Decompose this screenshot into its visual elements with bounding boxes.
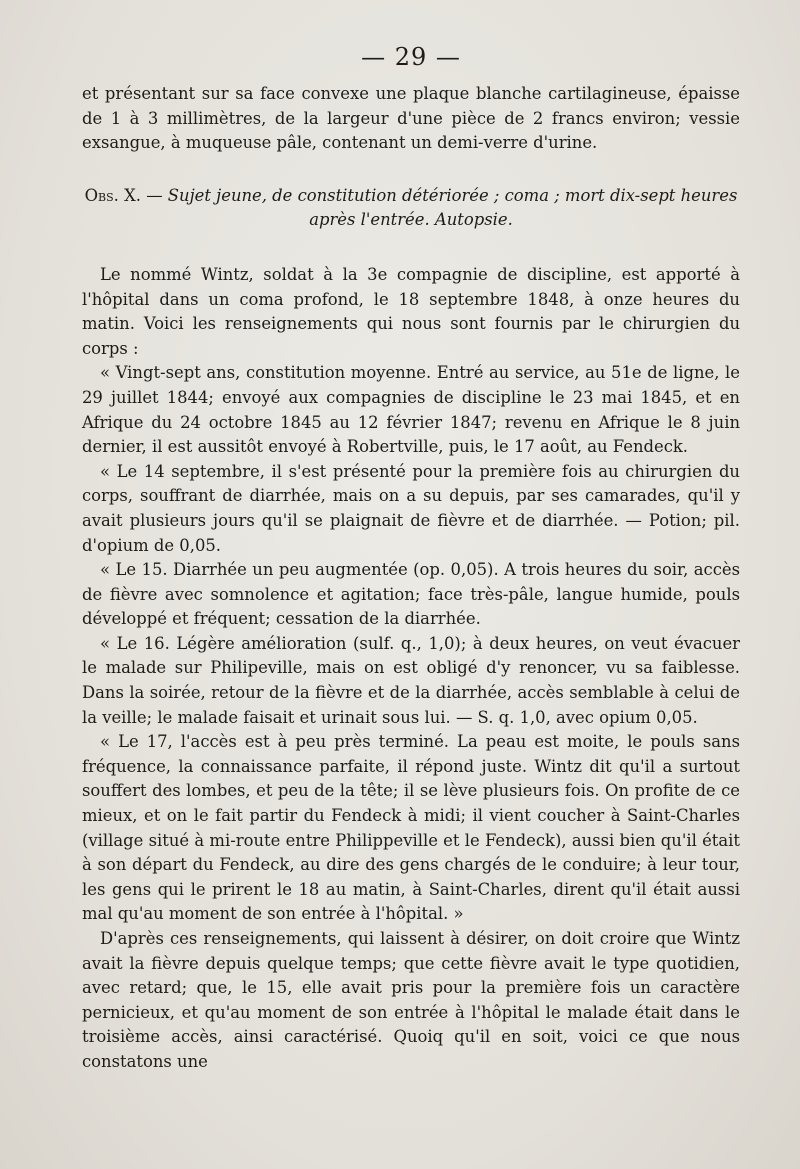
paragraph-continuation: et présentant sur sa face convexe une plaque blanche cartilagineuse, épaisse de 1 à 3 millimètres, de la largeur d'une pièce de 2 francs environ; vessie exsangue, à muqueuse pâle, contenant un demi-verre d'urine. <box>82 84 740 153</box>
paragraph: « Le 17, l'accès est à peu près terminé. La peau est moite, le pouls sans fréquence, la connaissance parfaite, il répond juste. Wintz dit qu'il a surtout souffert des lombes, et peu de la tête; il se lève plusieurs fois. On profite de ce mieux, et on le fait partir du Fendeck à midi; il vient coucher à Saint-Charles (village situé à mi-route entre Philippeville et le Fendeck), aussi bien qu'il était à son départ du Fendeck, au dire des gens chargés de le conduire; à leur tour, les gens qui le prirent le 18 au matin, à Saint-Charles, dirent qu'il était aussi mal qu'au moment de son entrée à l'hôpital. » <box>82 732 740 924</box>
paragraph: « Le 14 septembre, il s'est présenté pour la première fois au chirurgien du corps, souffrant de diarrhée, mais on a su depuis, par ses camarades, qu'il y avait plusieurs jours qu'il se plaignait de fièvre et de diarrhée. — Potion; pil. d'opium de 0,05. <box>82 461 740 555</box>
body-text <box>82 82 740 1075</box>
observation-title: Sujet jeune, de constitution détériorée ; coma ; mort dix-sept heures après l'entrée. Autopsie. <box>167 185 738 230</box>
paragraph: « Le 16. Légère amélioration (sulf. q., 1,0); à deux heures, on veut évacuer le malade sur Philipeville, mais on est obligé d'y renoncer, vu sa faiblesse. Dans la soirée, retour de la fièvre et de la diarrhée, accès semblable à celui de la veille; le malade faisait et urinait sous lui. — S. q. 1,0, avec opium 0,05. <box>82 633 740 727</box>
paragraph: « Le 15. Diarrhée un peu augmentée (op. 0,05). A trois heures du soir, accès de fièvre avec somnolence et agitation; face très-pâle, langue humide, pouls développé et fréquent; cessation de la diarrhée. <box>82 560 740 629</box>
observation-heading <box>82 184 740 233</box>
paragraph: Le nommé Wintz, soldat à la 3e compagnie de discipline, est apporté à l'hôpital dans un coma profond, le 18 septembre 1848, à onze heures du matin. Voici les renseignements qui nous sont fournis par le chirurgien du corps : <box>82 264 740 358</box>
paragraph: D'après ces renseignements, qui laissent à désirer, on doit croire que Wintz avait la fièvre depuis quelque temps; que cette fièvre avait le type quotidien, avec retard; que, le 15, elle avait pris pour la première fois un caractère pernicieux, et qu'au moment de son entrée à l'hôpital le malade était dans le troisième accès, ainsi caractérisé. Quoiq qu'il en soit, voici ce que nous constatons une <box>82 929 740 1071</box>
observation-label: Obs. X. — <box>84 185 168 205</box>
page-number: — 29 — <box>361 43 461 71</box>
paragraph: « Vingt-sept ans, constitution moyenne. Entré au service, au 51e de ligne, le 29 juillet 1844; envoyé aux compagnies de discipline le 23 mai 1845, et en Afrique du 24 octobre 1845 au 12 février 1847; revenu en Afrique le 8 juin dernier, il est aussitôt envoyé à Robertville, puis, le 17 août, au Fendeck. <box>82 363 740 457</box>
